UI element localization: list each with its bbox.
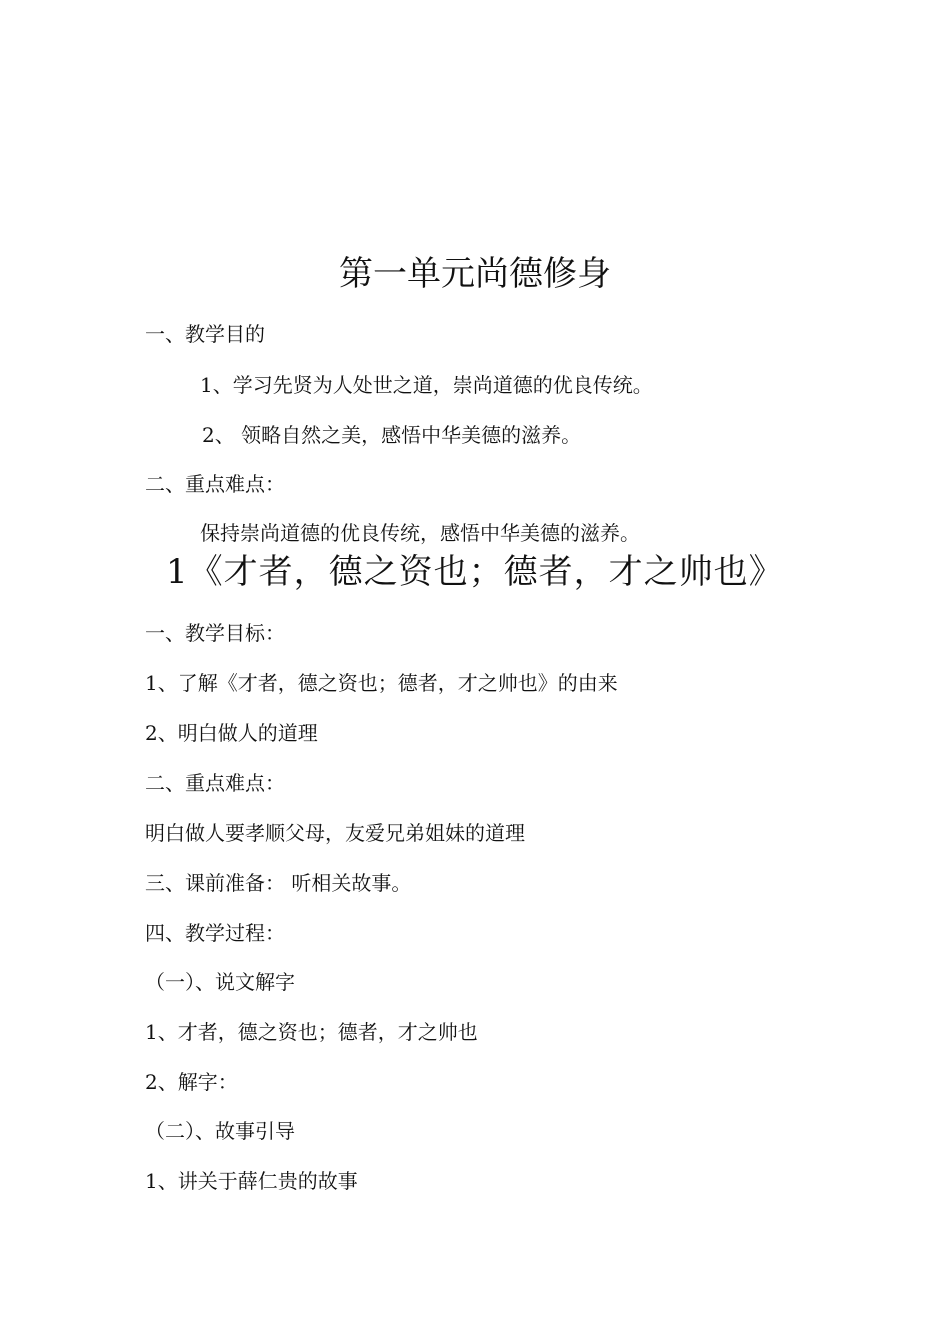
unit-goal-item-1: 1、学习先贤为人处世之道，崇尚道德的优良传统。 (200, 373, 653, 397)
unit-goal-item-2: 2、 领略自然之美，感悟中华美德的滋养。 (202, 423, 582, 447)
lesson-goals-heading: 一、教学目标： (145, 621, 285, 645)
process-section2-item-1: 1、讲关于薛仁贵的故事 (145, 1169, 358, 1193)
unit-title: 第一单元尚德修身 (339, 254, 611, 294)
unit-key-points-text: 保持崇尚道德的优良传统，感悟中华美德的滋养。 (200, 521, 640, 545)
process-section1-item-2: 2、解字： (145, 1070, 238, 1094)
lesson-title: 1《才者，德之资也；德者，才之帅也》 (166, 552, 784, 592)
process-section1-heading: （一）、说文解字 (145, 970, 295, 994)
lesson-key-points-heading: 二、重点难点： (145, 771, 285, 795)
unit-goals-heading: 一、教学目的 (145, 322, 265, 346)
process-section2-heading: （二）、故事引导 (145, 1119, 295, 1143)
lesson-key-points-text: 明白做人要孝顺父母，友爱兄弟姐妹的道理 (145, 821, 525, 845)
process-heading: 四、教学过程： (145, 921, 285, 945)
process-section1-item-1: 1、才者，德之资也；德者，才之帅也 (145, 1020, 478, 1044)
lesson-goal-item-1: 1、了解《才者，德之资也；德者，才之帅也》的由来 (145, 671, 618, 695)
lesson-goal-item-2: 2、明白做人的道理 (145, 721, 318, 745)
unit-key-points-heading: 二、重点难点： (145, 472, 285, 496)
preparation-line: 三、课前准备： 听相关故事。 (145, 871, 412, 895)
